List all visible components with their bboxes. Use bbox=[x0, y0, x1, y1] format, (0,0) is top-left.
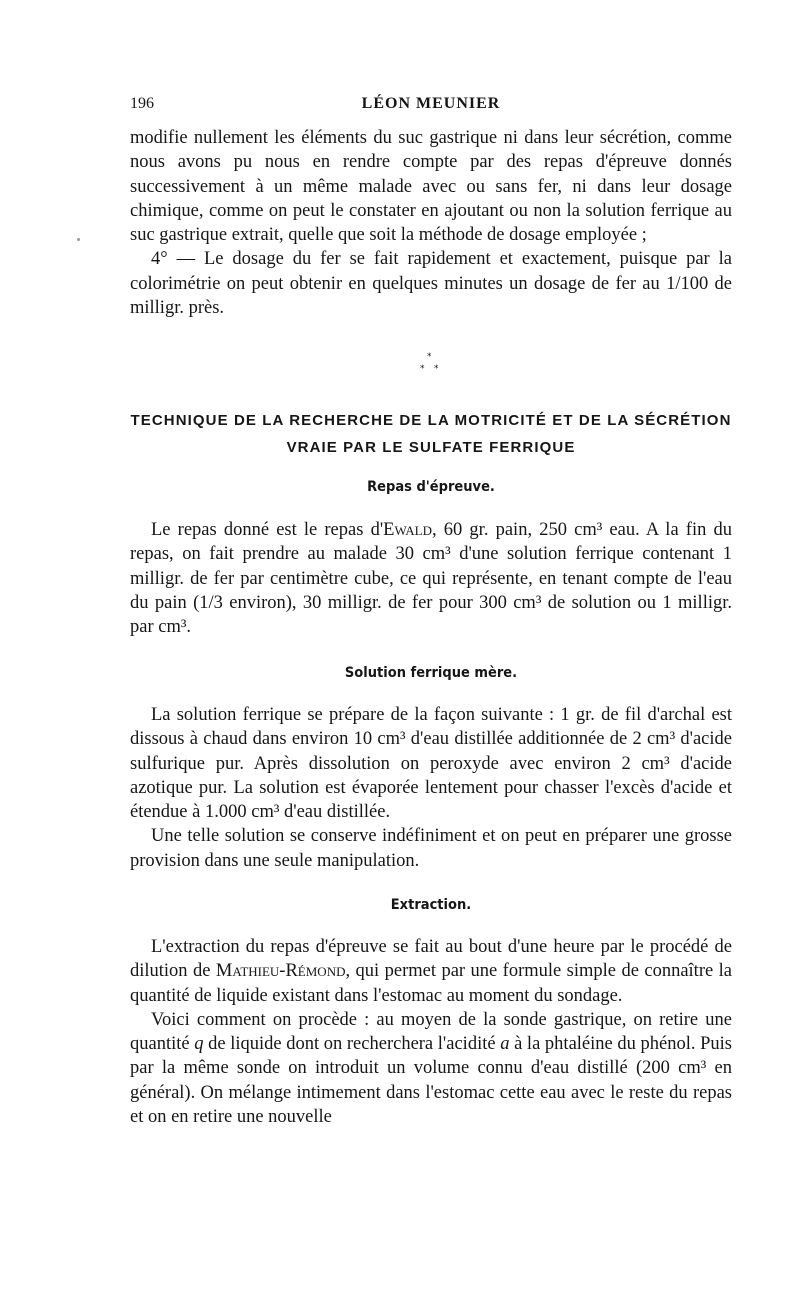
section-title-line-2: VRAIE PAR LE SULFATE FERRIQUE bbox=[286, 439, 576, 456]
asterism-ornament bbox=[380, 352, 460, 380]
solution-text bbox=[130, 703, 732, 873]
intro-text bbox=[130, 126, 732, 320]
intro-paragraph-2: 4° — Le dosage du fer se fait rapidement et exactement, puisque par la colorimétrie on peut obtenir en quelques minutes un dosage de fer au 1/100 de milligr. près. bbox=[130, 249, 732, 319]
extraction-text bbox=[130, 935, 732, 1129]
variable-q: q bbox=[194, 1034, 204, 1055]
repas-paragraph bbox=[130, 518, 732, 639]
heading-repas: Repas d'épreuve. bbox=[367, 479, 495, 495]
author-ewald: Ewald bbox=[383, 520, 433, 540]
extraction-paragraph-2 bbox=[130, 1008, 732, 1129]
repas-text-a: Le repas donné est le repas d' bbox=[151, 520, 384, 540]
variable-a: a bbox=[500, 1034, 510, 1055]
intro-paragraph-1: modifie nullement les éléments du suc gastrique ni dans leur sécrétion, comme nous avons pu nous en rendre compte par des repas d'épreuve donnés successivement à un même malade avec ou sans fer, ni dans leur dosage chimique, comme on peut le constater en ajoutant ou non la solution ferrique au suc gastrique extrait, quelle que soit la méthode de dosage employée ; bbox=[130, 128, 732, 246]
asterism-star-left: * bbox=[420, 364, 425, 374]
asterism-star-right: * bbox=[434, 364, 439, 374]
margin-dot bbox=[77, 238, 80, 241]
extraction-text-a: L'extraction du repas d'épreuve se fait au bout d'une heure par le procédé de dilution de bbox=[130, 937, 732, 982]
page-header bbox=[130, 95, 732, 121]
heading-extraction: Extraction. bbox=[390, 897, 472, 913]
asterism-star-top: * bbox=[427, 352, 432, 362]
extraction-text-b: , qui permet par une formule simple de connaître la quantité de liquide existant dans l'estomac au moment du sondage. bbox=[130, 961, 732, 1006]
solution-paragraph-1: La solution ferrique se prépare de la façon suivante : 1 gr. de fil d'archal est dissous à chaud dans environ 10 cm³ d'eau distillée additionnée de 2 cm³ d'acide sulfurique pur. Après dissolution on peroxyde avec environ 2 cm³ d'acide azotique pur. La solution est évaporée lentement pour chasser l'excès d'acide et étendue à 1.000 cm³ d'eau distillée. bbox=[130, 705, 732, 823]
repas-text-b: , 60 gr. pain, 250 cm³ eau. A la fin du repas, on fait prendre au malade 30 cm³ d'une solution ferrique contenant 1 milligr. de fer par centimètre cube, ce qui représente, en tenant compte de l'eau du pain (1/3 environ), 30 milligr. de fer pour 300 cm³ de solution ou 1 milligr. par cm³. bbox=[130, 520, 733, 638]
extraction-paragraph-1 bbox=[130, 935, 732, 1008]
page-number: 196 bbox=[130, 95, 154, 112]
author-mathieu-remond: Mathieu-Rémond bbox=[215, 961, 346, 982]
extraction-text-e: à la phtaléine du phénol. Puis par la même sonde on introduit un volume connu d'eau distillé (200 cm³ en général). On mélange intimement dans l'estomac cette eau avec le reste du repas et on en retire une nouvelle bbox=[130, 1034, 732, 1128]
section-title-line-1: TECHNIQUE DE LA RECHERCHE DE LA MOTRICITÉ ET DE LA SÉCRÉTION bbox=[130, 412, 732, 429]
repas-text bbox=[130, 518, 732, 639]
heading-solution: Solution ferrique mère. bbox=[344, 665, 518, 681]
extraction-text-c: Voici comment on procède : au moyen de la sonde gastrique, on retire une quantité bbox=[130, 1009, 732, 1055]
solution-paragraph-2: Une telle solution se conserve indéfiniment et on peut en préparer une grosse provision dans une seule manipulation. bbox=[130, 826, 732, 871]
extraction-text-d: de liquide dont on recherchera l'acidité bbox=[203, 1034, 501, 1055]
running-head: LÉON MEUNIER bbox=[361, 95, 501, 112]
